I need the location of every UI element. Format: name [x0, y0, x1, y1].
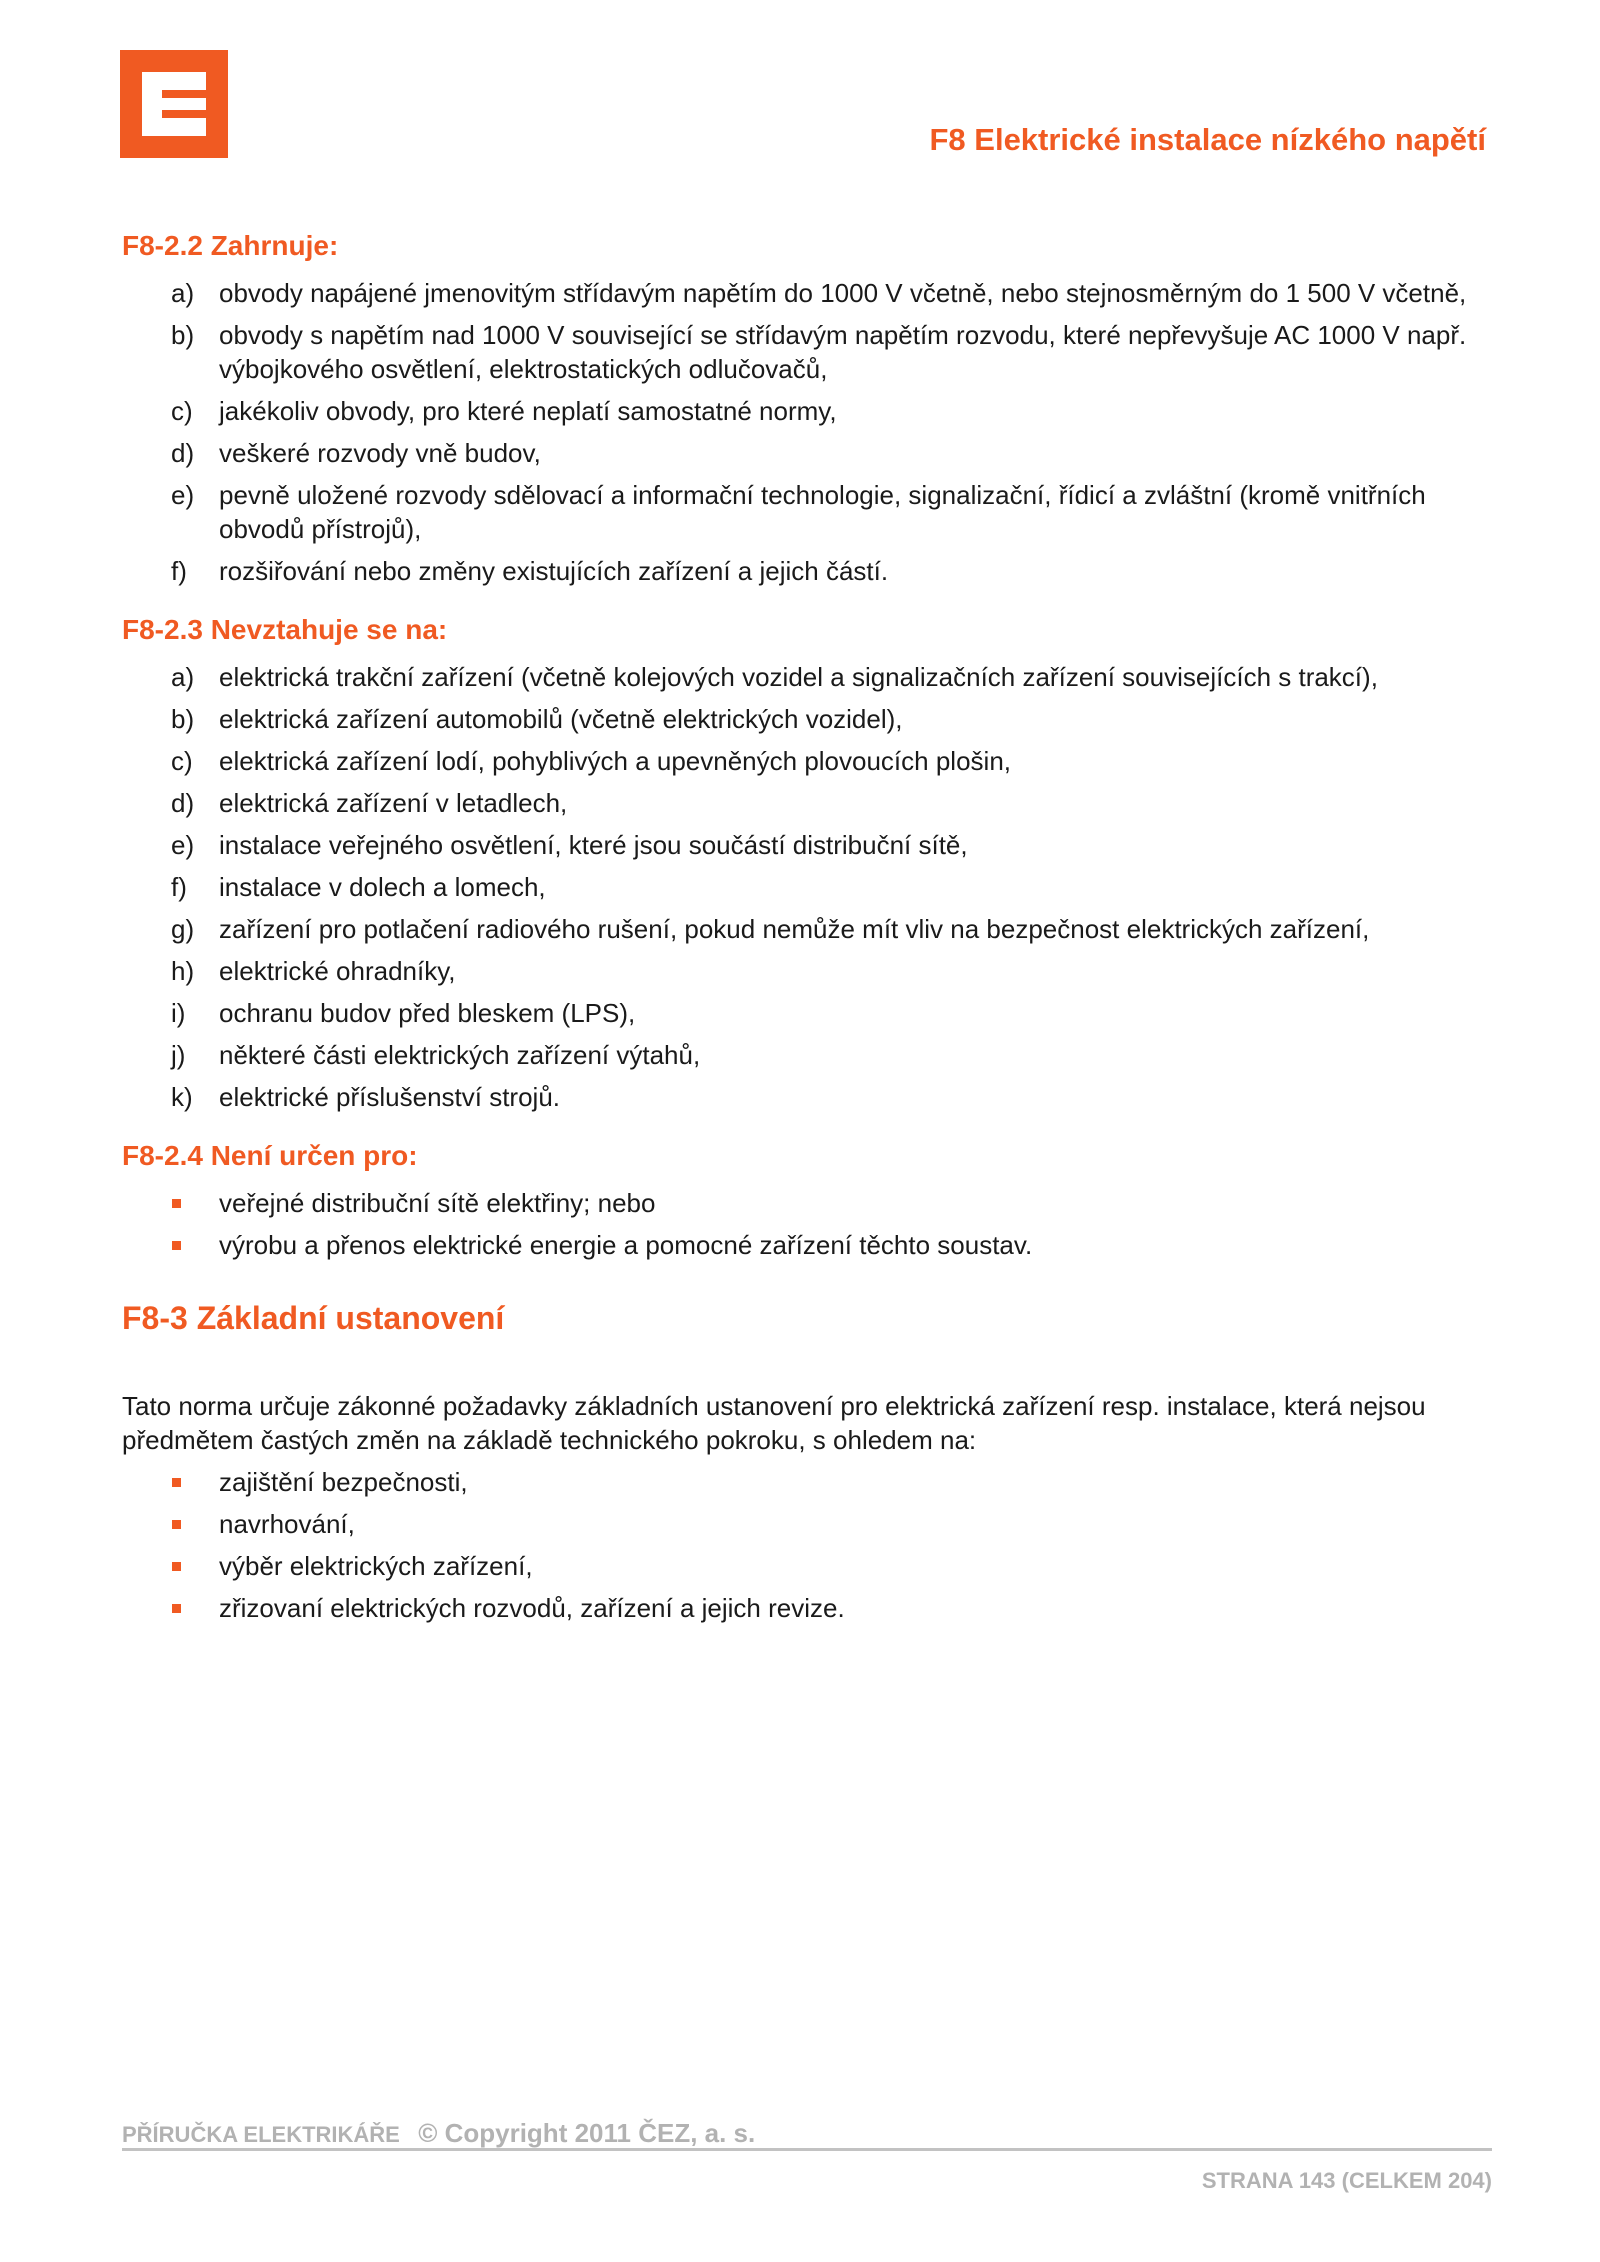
footer-left [122, 2118, 755, 2149]
list-marker: b) [171, 704, 195, 734]
list-marker: k) [171, 1082, 193, 1112]
list-item [122, 1507, 1492, 1541]
square-bullet-icon [172, 1520, 181, 1529]
list-marker: i) [171, 998, 186, 1028]
list-item [122, 394, 1492, 428]
list-item-text: některé části elektrických zařízení výtahů, [219, 1040, 701, 1070]
list-item [122, 1228, 1492, 1262]
list-item [122, 954, 1492, 988]
list-item [122, 1186, 1492, 1220]
list-item [122, 786, 1492, 820]
list-item-text: veřejné distribuční sítě elektřiny; nebo [219, 1188, 656, 1218]
list-item-text: elektrická zařízení v letadlech, [219, 788, 568, 818]
list-marker: d) [171, 438, 195, 468]
list-item [122, 1549, 1492, 1583]
list-item [122, 996, 1492, 1030]
list-marker: c) [171, 396, 193, 426]
list-marker: c) [171, 746, 193, 776]
section-heading: F8-2.2 Zahrnuje: [122, 230, 339, 261]
list-item-text: zajištění bezpečnosti, [219, 1467, 468, 1497]
list-item-text: zřizovaní elektrických rozvodů, zařízení a jejich revize. [219, 1593, 845, 1623]
list-marker: f) [171, 556, 187, 586]
section-heading: F8-3 Základní ustanovení [122, 1300, 505, 1336]
section-heading: F8-2.4 Není určen pro: [122, 1140, 418, 1171]
list-item [122, 478, 1492, 546]
list-item-text: zařízení pro potlačení radiového rušení, pokud nemůže mít vliv na bezpečnost elektrických zařízení, [219, 914, 1370, 944]
list-item-text: elektrická trakční zařízení (včetně kolejových vozidel a signalizačních zařízení souvisejících s trakcí), [219, 662, 1378, 692]
document-content [122, 230, 1492, 1633]
list-item-text: navrhování, [219, 1509, 355, 1539]
list-marker: j) [171, 1040, 186, 1070]
list-item [122, 436, 1492, 470]
intro-paragraph: Tato norma určuje zákonné požadavky základních ustanovení pro elektrická zařízení resp. instalace, která nejsou předmětem častých změn na základě technického pokroku, s ohledem na: [122, 1391, 1426, 1455]
square-bullet-icon [172, 1478, 181, 1487]
list-item-text: veškeré rozvody vně budov, [219, 438, 541, 468]
list-item-text: elektrické ohradníky, [219, 956, 456, 986]
footer-divider [122, 2148, 1492, 2151]
page-title: F8 Elektrické instalace nízkého napětí [929, 122, 1486, 157]
list-item [122, 1465, 1492, 1499]
list-marker: f) [171, 872, 187, 902]
list-marker: g) [171, 914, 195, 944]
alpha-list [122, 660, 1492, 1114]
square-bullet-icon [172, 1241, 181, 1250]
cez-logo [120, 50, 228, 158]
list-item [122, 744, 1492, 778]
list-item [122, 1591, 1492, 1625]
square-bullet-icon [172, 1562, 181, 1571]
alpha-list [122, 276, 1492, 588]
bullet-list [122, 1465, 1492, 1625]
list-marker: b) [171, 320, 195, 350]
square-bullet-icon [172, 1199, 181, 1208]
list-item [122, 318, 1492, 386]
footer-copyright: © Copyright 2011 ČEZ, a. s. [418, 2118, 756, 2148]
section-f8-2-3 [122, 614, 1492, 1114]
list-item-text: obvody napájené jmenovitým střídavým napětím do 1000 V včetně, nebo stejnosměrným do 1 500 V včetně, [219, 278, 1467, 308]
list-item [122, 702, 1492, 736]
list-item [122, 1038, 1492, 1072]
footer-book-title: PŘÍRUČKA ELEKTRIKÁŘE [122, 2122, 400, 2147]
list-item [122, 660, 1492, 694]
list-marker: h) [171, 956, 195, 986]
list-item [122, 828, 1492, 862]
list-item-text: pevně uložené rozvody sdělovací a informační technologie, signalizační, řídicí a zvláštní (kromě vnitřních obvodů přístrojů), [219, 480, 1426, 544]
list-marker: d) [171, 788, 195, 818]
list-item-text: ochranu budov před bleskem (LPS), [219, 998, 636, 1028]
list-marker: a) [171, 662, 195, 692]
list-item [122, 554, 1492, 588]
list-item-text: elektrická zařízení automobilů (včetně elektrických vozidel), [219, 704, 903, 734]
list-item-text: instalace veřejného osvětlení, které jsou součástí distribuční sítě, [219, 830, 968, 860]
list-item-text: výrobu a přenos elektrické energie a pomocné zařízení těchto soustav. [219, 1230, 1033, 1260]
section-f8-3 [122, 1300, 1492, 1625]
list-item-text: elektrické příslušenství strojů. [219, 1082, 561, 1112]
list-item [122, 912, 1492, 946]
list-item-text: obvody s napětím nad 1000 V související se střídavým napětím rozvodu, které nepřevyšuje AC 1000 V např. výbojkového osvětlení, elektrostatických odlučovačů, [219, 320, 1467, 384]
list-item [122, 870, 1492, 904]
list-marker: e) [171, 480, 195, 510]
section-f8-2-4 [122, 1140, 1492, 1262]
list-marker: a) [171, 278, 195, 308]
section-f8-2-2 [122, 230, 1492, 588]
list-item-text: elektrická zařízení lodí, pohyblivých a upevněných plovoucích plošin, [219, 746, 1011, 776]
footer-page-number: STRANA 143 (CELKEM 204) [1201, 2168, 1492, 2193]
list-item-text: instalace v dolech a lomech, [219, 872, 546, 902]
square-bullet-icon [172, 1604, 181, 1613]
list-item [122, 276, 1492, 310]
list-item-text: rozšiřování nebo změny existujících zařízení a jejich částí. [219, 556, 889, 586]
list-item-text: jakékoliv obvody, pro které neplatí samostatné normy, [219, 396, 837, 426]
list-item-text: výběr elektrických zařízení, [219, 1551, 533, 1581]
section-heading: F8-2.3 Nevztahuje se na: [122, 614, 448, 645]
list-marker: e) [171, 830, 195, 860]
bullet-list [122, 1186, 1492, 1262]
list-item [122, 1080, 1492, 1114]
